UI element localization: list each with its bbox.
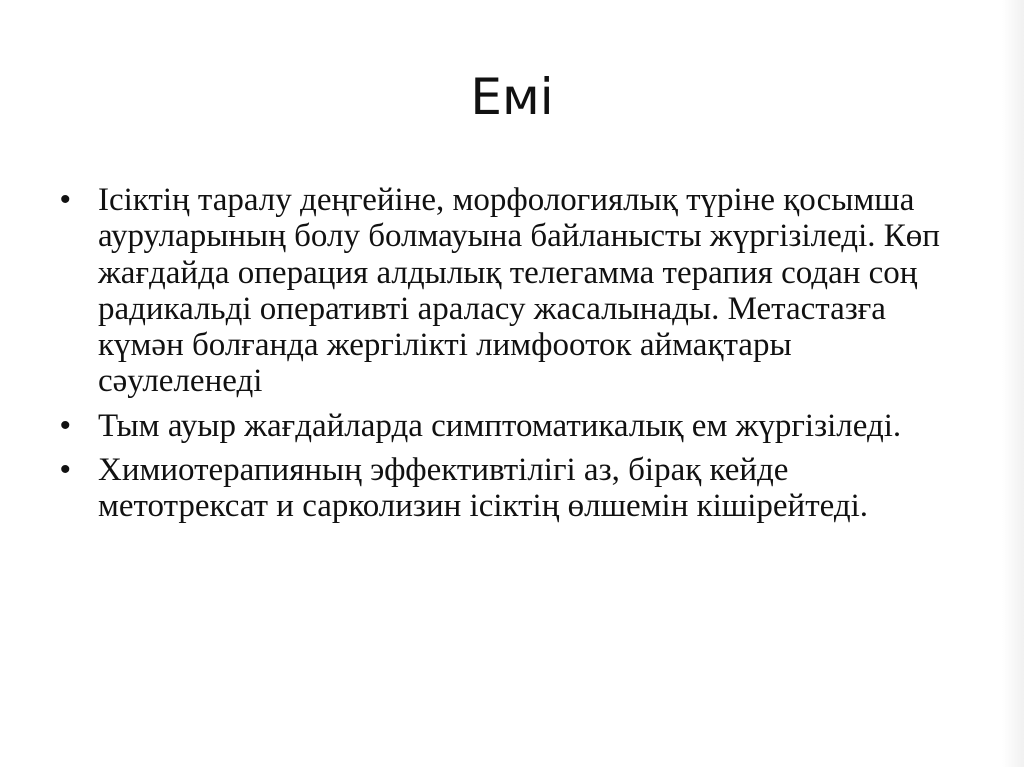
bullet-list [60,182,940,533]
bullet-dot-icon: • [60,183,71,216]
bullet-dot-icon: • [60,408,71,442]
slide-title: Емі [470,68,554,126]
bullet-dot-icon: • [60,453,71,487]
bullet-item [60,408,940,444]
bullet-item [60,182,940,400]
bullet-text: Химиотерапияның эффективтілігі аз, бірақ кейде метотрексат и сарколизин ісіктің өлшемін кішірейтеді. [98,452,869,525]
bullet-text: Тым ауыр жағдайларда симптоматикалық ем жүргізіледі. [98,407,902,444]
bullet-text: Ісіктің таралу деңгейіне, морфологиялық түріне қосымша ауруларының болу болмауына байланысты жүргізіледі. Көп жағдайда операция алдылық телегамма терапия содан соң радикальді оперативті араласу жасалынады. Метастазға күмән болғанда жергілікті лимфооток аймақтары сәулеленеді [98,182,940,400]
bullet-item [60,452,940,525]
